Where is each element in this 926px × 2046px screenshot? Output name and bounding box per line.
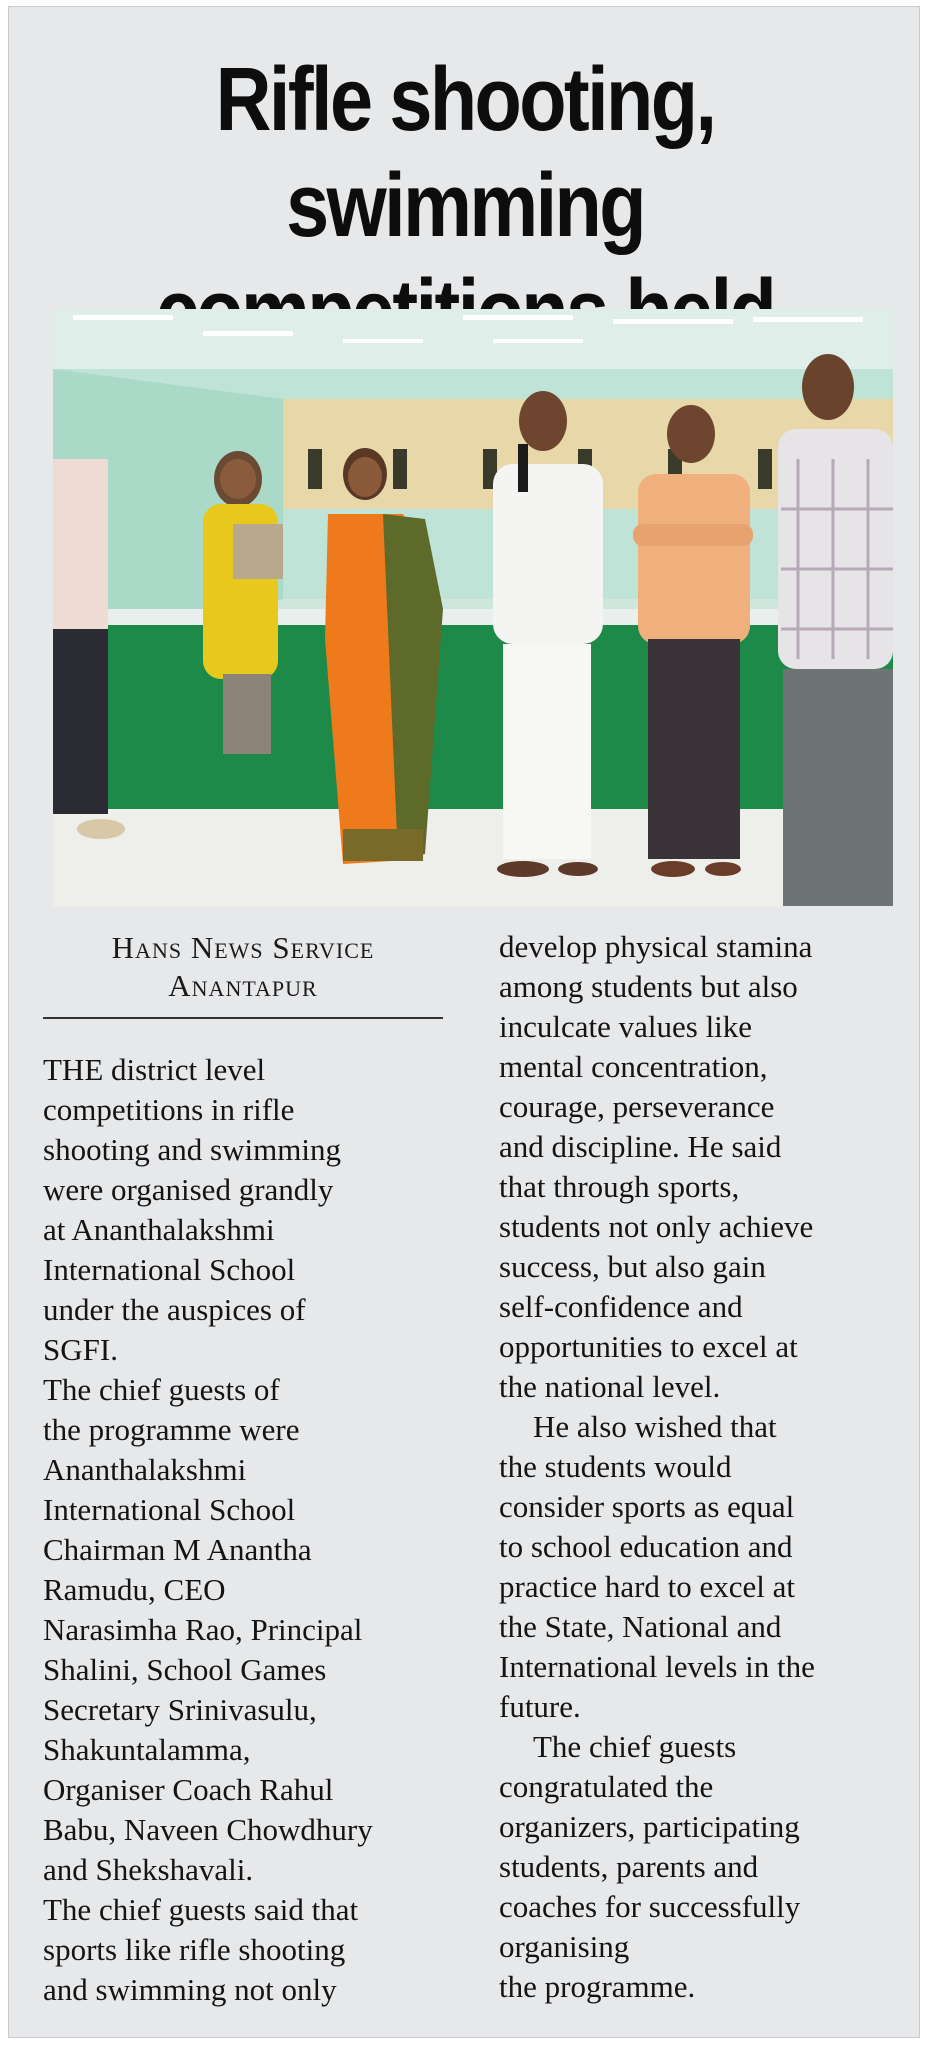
article-paragraph: The chief guests of the programme were Ananthalakshmi International School Chairman M Anantha Ramudu, CEO Narasimha Rao, Principal Shalini, School Games Secretary Srinivasulu, Shakuntalamma, Organiser Coach Rahul Babu, Naveen Chowdhury and Shekshavali. <box>43 1372 373 1887</box>
article-column-right <box>499 927 919 2007</box>
byline <box>43 929 443 1005</box>
article-paragraph: THE district level competitions in rifle shooting and swimming were organised grandly at Ananthalakshmi International School under the auspices of SGFI. <box>43 1052 341 1367</box>
headline-line-1: Rifle shooting, swimming <box>215 50 715 256</box>
article-paragraph: develop physical stamina among students but also inculcate values like mental concentration, courage, perseverance and discipline. He said that through sports, students not only achieve success, but also gain self-confidence and opportunities to excel at the national level. <box>499 929 814 1404</box>
news-clipping <box>8 6 920 2038</box>
article-paragraph: The chief guests congratulated the organizers, participating students, parents and coaches for successfully organising the programme. <box>499 1729 801 2004</box>
article-paragraph: The chief guests said that sports like rifle shooting and swimming not only <box>43 1892 359 2007</box>
byline-location: Anantapur <box>168 968 318 1003</box>
byline-divider <box>43 1017 443 1019</box>
photo-officials-at-shooting-range <box>53 309 893 906</box>
news-photo <box>53 309 893 906</box>
article-paragraph: He also wished that the students would consider sports as equal to school education and practice hard to excel at the State, National and International levels in the future. <box>499 1409 815 1724</box>
byline-service: Hans News Service <box>111 930 375 965</box>
article-column-left <box>43 1050 443 2010</box>
